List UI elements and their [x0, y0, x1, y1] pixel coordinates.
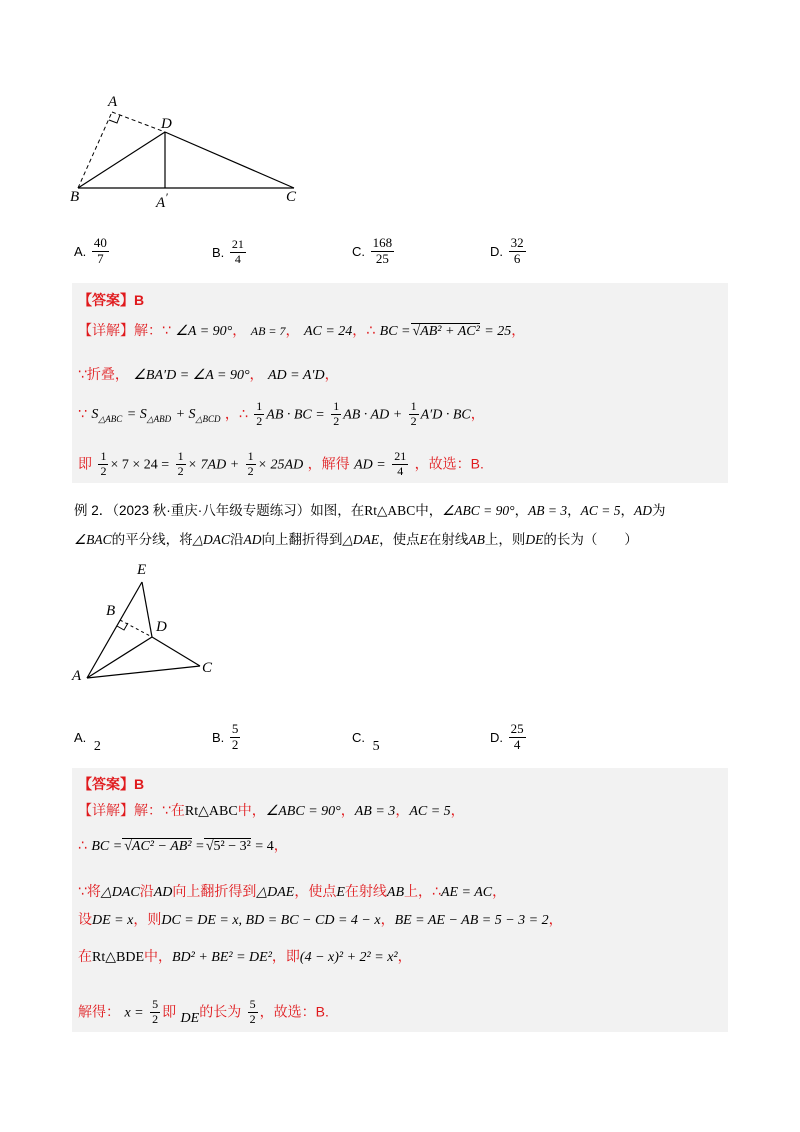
fig2-label-c: C: [202, 660, 213, 676]
q2-detail-line-6: 解得： x = $\frac{5}{2}$ 即 DE的长为 $\frac{5}{2}$ ，故选：B.: [78, 997, 329, 1027]
q2-detail-line-1: 【详解】解：∵在Rt△ABC中，∠ABC = 90°，AB = 3，AC = 5，: [78, 802, 465, 819]
q1-detail-line-3: ∵ $S_{\triangle ABC} = S_{\triangle ABD} + S_{\triangle BCD}$ ，∴ $\frac{1}{2}$ AB · BC = $\frac{1}{2}$ AB · AD + $\frac{1}{2}$ A′D · BC，: [78, 399, 485, 428]
q2-detail-line-4: 设DE = x，则DC = DE = x, BD = BC − CD = 4 − x，BE = AE − AB = 5 − 3 = 2，: [78, 911, 563, 928]
fig1-label-d: D: [161, 116, 172, 132]
fig2-label-a: A: [72, 668, 82, 684]
q2-stem-line-2: ∠BAC的平分线，将△DAC沿AD向上翻折得到△DAE，使点E在射线AB上，则DE的长为（ ）: [74, 532, 638, 547]
q1-answer-label: 【答案】B: [78, 292, 145, 308]
q2-answer-label: 【答案】B: [78, 776, 145, 792]
q1-option-d[interactable]: D. $\frac{32}{6}$: [490, 235, 524, 266]
fig1-label-b: B: [70, 189, 80, 205]
q1-option-b[interactable]: B. $\frac{21}{4}$: [212, 237, 244, 266]
q2-detail-line-2: ∴ BC = √AC² − AB² = √5² − 3² = 4，: [78, 837, 288, 854]
q2-detail-line-3: ∵将△DAC沿AD向上翻折得到△DAE，使点E在射线AB上，∴AE = AC，: [78, 883, 507, 900]
q2-stem-line-1: 例 2．（2023 秋·重庆·八年级专题练习）如图，在Rt△ABC中，∠ABC = 90°，AB = 3，AC = 5，AD为: [74, 503, 666, 518]
fig2-segment-ed: [142, 582, 152, 637]
fig1-label-c: C: [286, 189, 297, 205]
q1-detail-line-4: 即 $\frac{1}{2}$ × 7 × 24 = $\frac{1}{2}$ × 7AD + $\frac{1}{2}$ × 25AD ，解得 AD = $\frac{21}{4}$ ，故选：B.: [78, 449, 484, 478]
fig2-label-d: D: [156, 619, 167, 635]
fig2-segment-dc: [152, 637, 200, 666]
fig2-label-e: E: [137, 562, 147, 578]
q1-option-a[interactable]: A. $\frac{40}{7}$: [74, 235, 107, 266]
q2-option-d[interactable]: D. $\frac{25}{4}$: [490, 721, 524, 752]
figure-1-diagram: [60, 90, 320, 210]
q1-detail-line-2: ∵折叠， ∠BA′D = ∠A = 90°， AD = A′D，: [78, 366, 339, 383]
q2-option-a[interactable]: A. 2: [74, 730, 101, 754]
q1-option-c[interactable]: C. $\frac{168}{25}$: [352, 235, 393, 266]
q2-option-c[interactable]: C. 5: [352, 730, 380, 754]
fig1-segment-dc: [165, 132, 294, 188]
fig1-label-a: A: [108, 94, 118, 110]
fig2-label-b: B: [106, 603, 116, 619]
fig2-segment-ae: [87, 582, 142, 678]
fig2-right-angle-mark: [117, 623, 128, 630]
q1-detail-line-1: 【详解】解：∵ ∠A = 90°， AB = 7， AC = 24，∴ BC = √AB² + AC² = 25，: [78, 322, 526, 339]
q2-detail-line-5: 在Rt△BDE中，BD² + BE² = DE²，即(4 − x)² + 2² = x²，: [78, 948, 412, 965]
fig1-label-aprime: A′: [156, 190, 168, 211]
q2-option-b[interactable]: B. $\frac{5}{2}$: [212, 721, 239, 752]
